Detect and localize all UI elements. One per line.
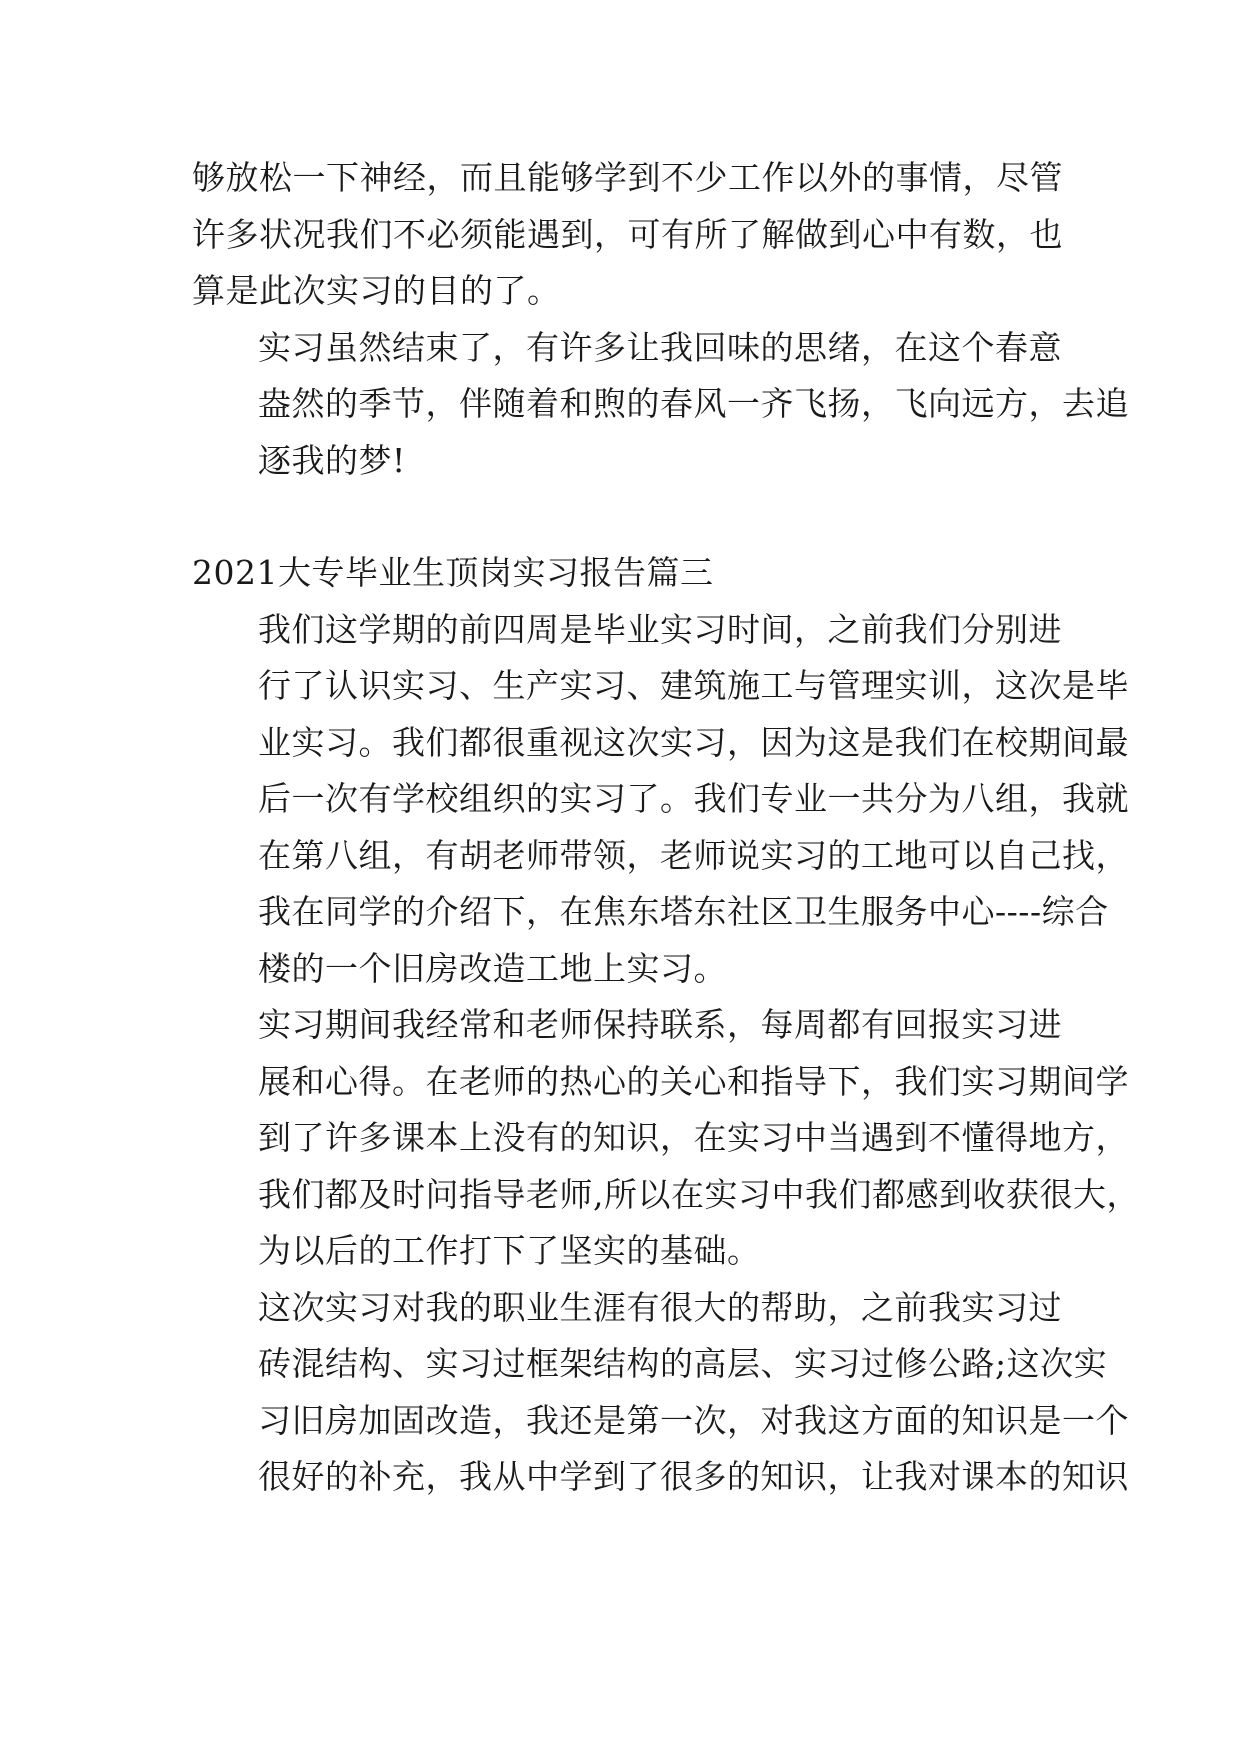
text-line: 习旧房加固改造，我还是第一次，对我这方面的知识是一个 bbox=[258, 1400, 1129, 1440]
text-line: 实习虽然结束了，有许多让我回味的思绪，在这个春意 bbox=[258, 327, 1062, 367]
text-line: 我在同学的介绍下，在焦东塔东社区卫生服务中心----综合 bbox=[258, 892, 1109, 931]
text-line: 到了许多课本上没有的知识，在实习中当遇到不懂得地方， bbox=[258, 1118, 1129, 1157]
paragraph bbox=[192, 1280, 1129, 1506]
text-line: 许多状况我们不必须能遇到，可有所了解做到心中有数，也 bbox=[192, 214, 1063, 254]
text-line: 很好的补充，我从中学到了很多的知识，让我对课本的知识 bbox=[258, 1457, 1129, 1496]
section-heading: 2021大专毕业生顶岗实习报告篇三 bbox=[192, 553, 714, 592]
text-line: 实习期间我经常和老师保持联系，每周都有回报实习进 bbox=[258, 1005, 1062, 1044]
text-line: 业实习。我们都很重视这次实习，因为这是我们在校期间最 bbox=[258, 722, 1129, 762]
text-line: 砖混结构、实习过框架结构的高层、实习过修公路;这次实 bbox=[258, 1344, 1108, 1383]
text-line: 逐我的梦! bbox=[258, 440, 406, 480]
paragraph bbox=[192, 602, 1129, 998]
text-line: 我们都及时问指导老师,所以在实习中我们都感到收获很大， bbox=[258, 1174, 1140, 1214]
paragraph-continued bbox=[192, 150, 1063, 320]
paragraph bbox=[192, 320, 1129, 490]
text-line: 为以后的工作打下了坚实的基础。 bbox=[258, 1231, 761, 1270]
text-line: 我们这学期的前四周是毕业实习时间，之前我们分别进 bbox=[258, 609, 1062, 649]
text-line: 展和心得。在老师的热心的关心和指导下，我们实习期间学 bbox=[258, 1061, 1129, 1101]
text-line: 这次实习对我的职业生涯有很大的帮助，之前我实习过 bbox=[258, 1287, 1062, 1327]
text-line: 后一次有学校组织的实习了。我们专业一共分为八组，我就 bbox=[258, 779, 1129, 818]
paragraph bbox=[192, 997, 1140, 1280]
blank-line bbox=[192, 489, 1052, 545]
text-line: 算是此次实习的目的了。 bbox=[192, 271, 561, 310]
text-line: 楼的一个旧房改造工地上实习。 bbox=[258, 948, 727, 988]
text-line: 行了认识实习、生产实习、建筑施工与管理实训，这次是毕 bbox=[258, 666, 1129, 705]
document-body bbox=[192, 150, 1140, 1506]
text-line: 在第八组，有胡老师带领，老师说实习的工地可以自己找， bbox=[258, 835, 1129, 875]
text-line: 盎然的季节，伴随着和煦的春风一齐飞扬，飞向远方，去追 bbox=[258, 384, 1129, 423]
text-line: 够放松一下神经，而且能够学到不少工作以外的事情，尽管 bbox=[192, 158, 1063, 197]
